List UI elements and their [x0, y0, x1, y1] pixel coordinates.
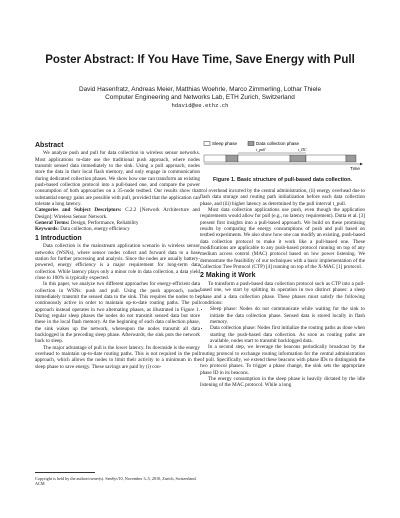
keywords-text: Data collection, energy efficiency	[60, 226, 130, 233]
section-2-paragraph-2: In a second step, we leverage the beacons periodically broadcast by the routing protocol to exchange routing information for the central administration of pull. Specifically, we extend these beacons with phase IDs to distinguish the two protocol phases. To trigger a phase change, the sink sets the appropriate phase ID in its beacons.	[200, 344, 365, 376]
categories-label: Categories and Subject Descriptors:	[35, 207, 122, 214]
sleep-legend-label: Sleep phase	[212, 141, 238, 146]
section-2-heading: 2 Making it Work	[200, 272, 256, 280]
terms-text: Design, Performance, Reliability	[70, 220, 139, 227]
abstract-heading: Abstract	[35, 142, 64, 149]
categories-line	[35, 207, 200, 220]
collect-legend-swatch	[248, 142, 254, 146]
figure-1-diagram	[200, 140, 365, 172]
sleep-phase-block	[238, 155, 290, 162]
author-block	[0, 86, 400, 110]
copyright-footnote: Copyright is held by the author/owner(s). SenSys'10, November 3–5, 2010, Zurich, Switzerland. ACM	[35, 476, 197, 486]
authors: David Hasenfratz, Andreas Meier, Matthias Woehrle, Marco Zimmerling, Lothar Thiele	[79, 86, 321, 93]
intro-paragraph-1: Data collection is the mainstream application scenario in wireless sensor networks (WSNs), where sensor nodes collect and forward data to a base station for further processing and analysis. Since the nodes are usually battery-powered, energy efficiency is a major requirement for long-term data collection. While latency plays only a minor role in data collection, a data yield close to 100% is typically expected.	[35, 243, 200, 281]
list-item: • Data collection phase: Nodes first initialize the routing paths as done when starting the push-based data collection. As soon as routing paths are available, nodes start to transmit backlogged data.	[210, 325, 365, 344]
sleep-phase-block	[204, 155, 226, 162]
keywords-line	[35, 226, 200, 232]
intro-paragraph-5: Most data collection applications use push, even though the application requirements would allow for pull (e.g., no latency requirement). Dutta et al. [3] present first insights into a pull-based approach. We build on these promising results by comparing the energy consumptions of push and pull based on testbed experiments. We also show how one can modify an existing, push-based data collection protocol to make it work like a pull-based one. These modifications are applicable to any push-based protocol running on top of any medium access control (MAC) protocol based on low power listening. We demonstrate the feasibility of our techniques with a basic implementation of the Collection Tree Protocol (CTP) [4] running on top of the X-MAC [1] protocol.	[200, 207, 365, 271]
phase-conditions-list	[200, 306, 365, 344]
figure-1-caption: Figure 1. Basic structure of pull-based data collection.	[213, 177, 352, 183]
collect-phase-block	[290, 155, 306, 162]
collect-phase-block	[226, 155, 238, 162]
affiliation: Computer Engineering and Networks Lab, ETH Zurich, Switzerland	[105, 94, 295, 101]
t-pull-label: t_pull	[256, 147, 266, 152]
abstract-text: We analyze push and pull for data collection in wireless sensor networks. Most applications to-date use the traditional push approach, where nodes transmit sensed data immediately to the sink. Using a pull approach, nodes store the data in their local flash memory, and only engage in communication during dedicated collection phases. We show how one can transform an existing push-based collection protocol into a pull-based one, and compare the power consumption of both approaches on a 35-node testbed. Our results show that substantial energy gains are possible with pull, provided that the application can tolerate a long latency.	[35, 150, 200, 208]
terms-label: General Terms:	[35, 220, 70, 227]
section-2-paragraph-3: The energy consumption in the sleep phase is heavily dictated by the idle listening of the MAC protocol. While a long	[200, 375, 365, 389]
sleep-legend-swatch	[204, 142, 210, 146]
collect-phase-block	[346, 155, 356, 162]
paper-title: Poster Abstract: If You Have Time, Save Energy with Pull	[45, 54, 355, 66]
right-column	[200, 188, 365, 389]
t-dc-label: t_DC	[298, 147, 307, 152]
email: hdavid@ee.ethz.ch	[171, 102, 229, 109]
section-2-paragraph-1: To transform a push-based data collection protocol such as CTP into a pull-based one, we start by splitting its operation in two distinct phases: a sleep phase and a data collection phase. These phases must satisfy the following conditions:	[200, 280, 365, 306]
list-item: • Sleep phase: Nodes do not communicate while waiting for the sink to initiate the data collection phase. Sensed data is stored locally in flash memory.	[210, 306, 365, 325]
time-arrow-icon	[360, 163, 363, 166]
footnote-rule	[35, 472, 95, 473]
intro-paragraph-4: trol overhead incurred by the central administration, (ii) energy overhead due to flash data storage and routing path initialization before each data collection phase, and (iii) higher latency as determined by the pull interval t_pull.	[200, 188, 365, 207]
intro-paragraph-3: The major advantage of pull is the lower latency. Its downside is the energy overhead to maintain up-to-date routing paths. This is not required in the pull approach, which allows the nodes to limit their activity to a minimum in the sleep phase to save energy. These savings are paid by (i) con-	[35, 344, 200, 370]
intro-paragraph-2: In this paper, we analyze two different approaches for energy-efficient data collection in WSNs: push and pull. Using the push approach, nodes immediately transmit the sensed data to the sink. This requires the nodes to be continuously active in order to maintain up-to-date routing paths. The pull approach instead operates in two alternating phases, as illustrated in Figure 1. During regular sleep phases the nodes do not transmit sensed data but store these in the local flash memory. At the beginning of each data collection phase, the sink wakes up the network, whereupon the nodes transmit all data backlogged in the preceding sleep phase. Afterwards, the sink puts the network back to sleep.	[35, 281, 200, 345]
collect-legend-label: Data collection phase	[256, 141, 300, 146]
time-axis-label: Time	[350, 166, 360, 171]
left-column	[35, 140, 200, 370]
section-1-heading: 1 Introduction	[35, 234, 82, 242]
keywords-label: Keywords:	[35, 226, 59, 233]
categories-text: C.2.2 [Network Architecture and Design]: Wireless Sensor Network.	[35, 207, 200, 220]
phase-timeline	[204, 155, 356, 162]
sleep-phase-block	[306, 155, 346, 162]
